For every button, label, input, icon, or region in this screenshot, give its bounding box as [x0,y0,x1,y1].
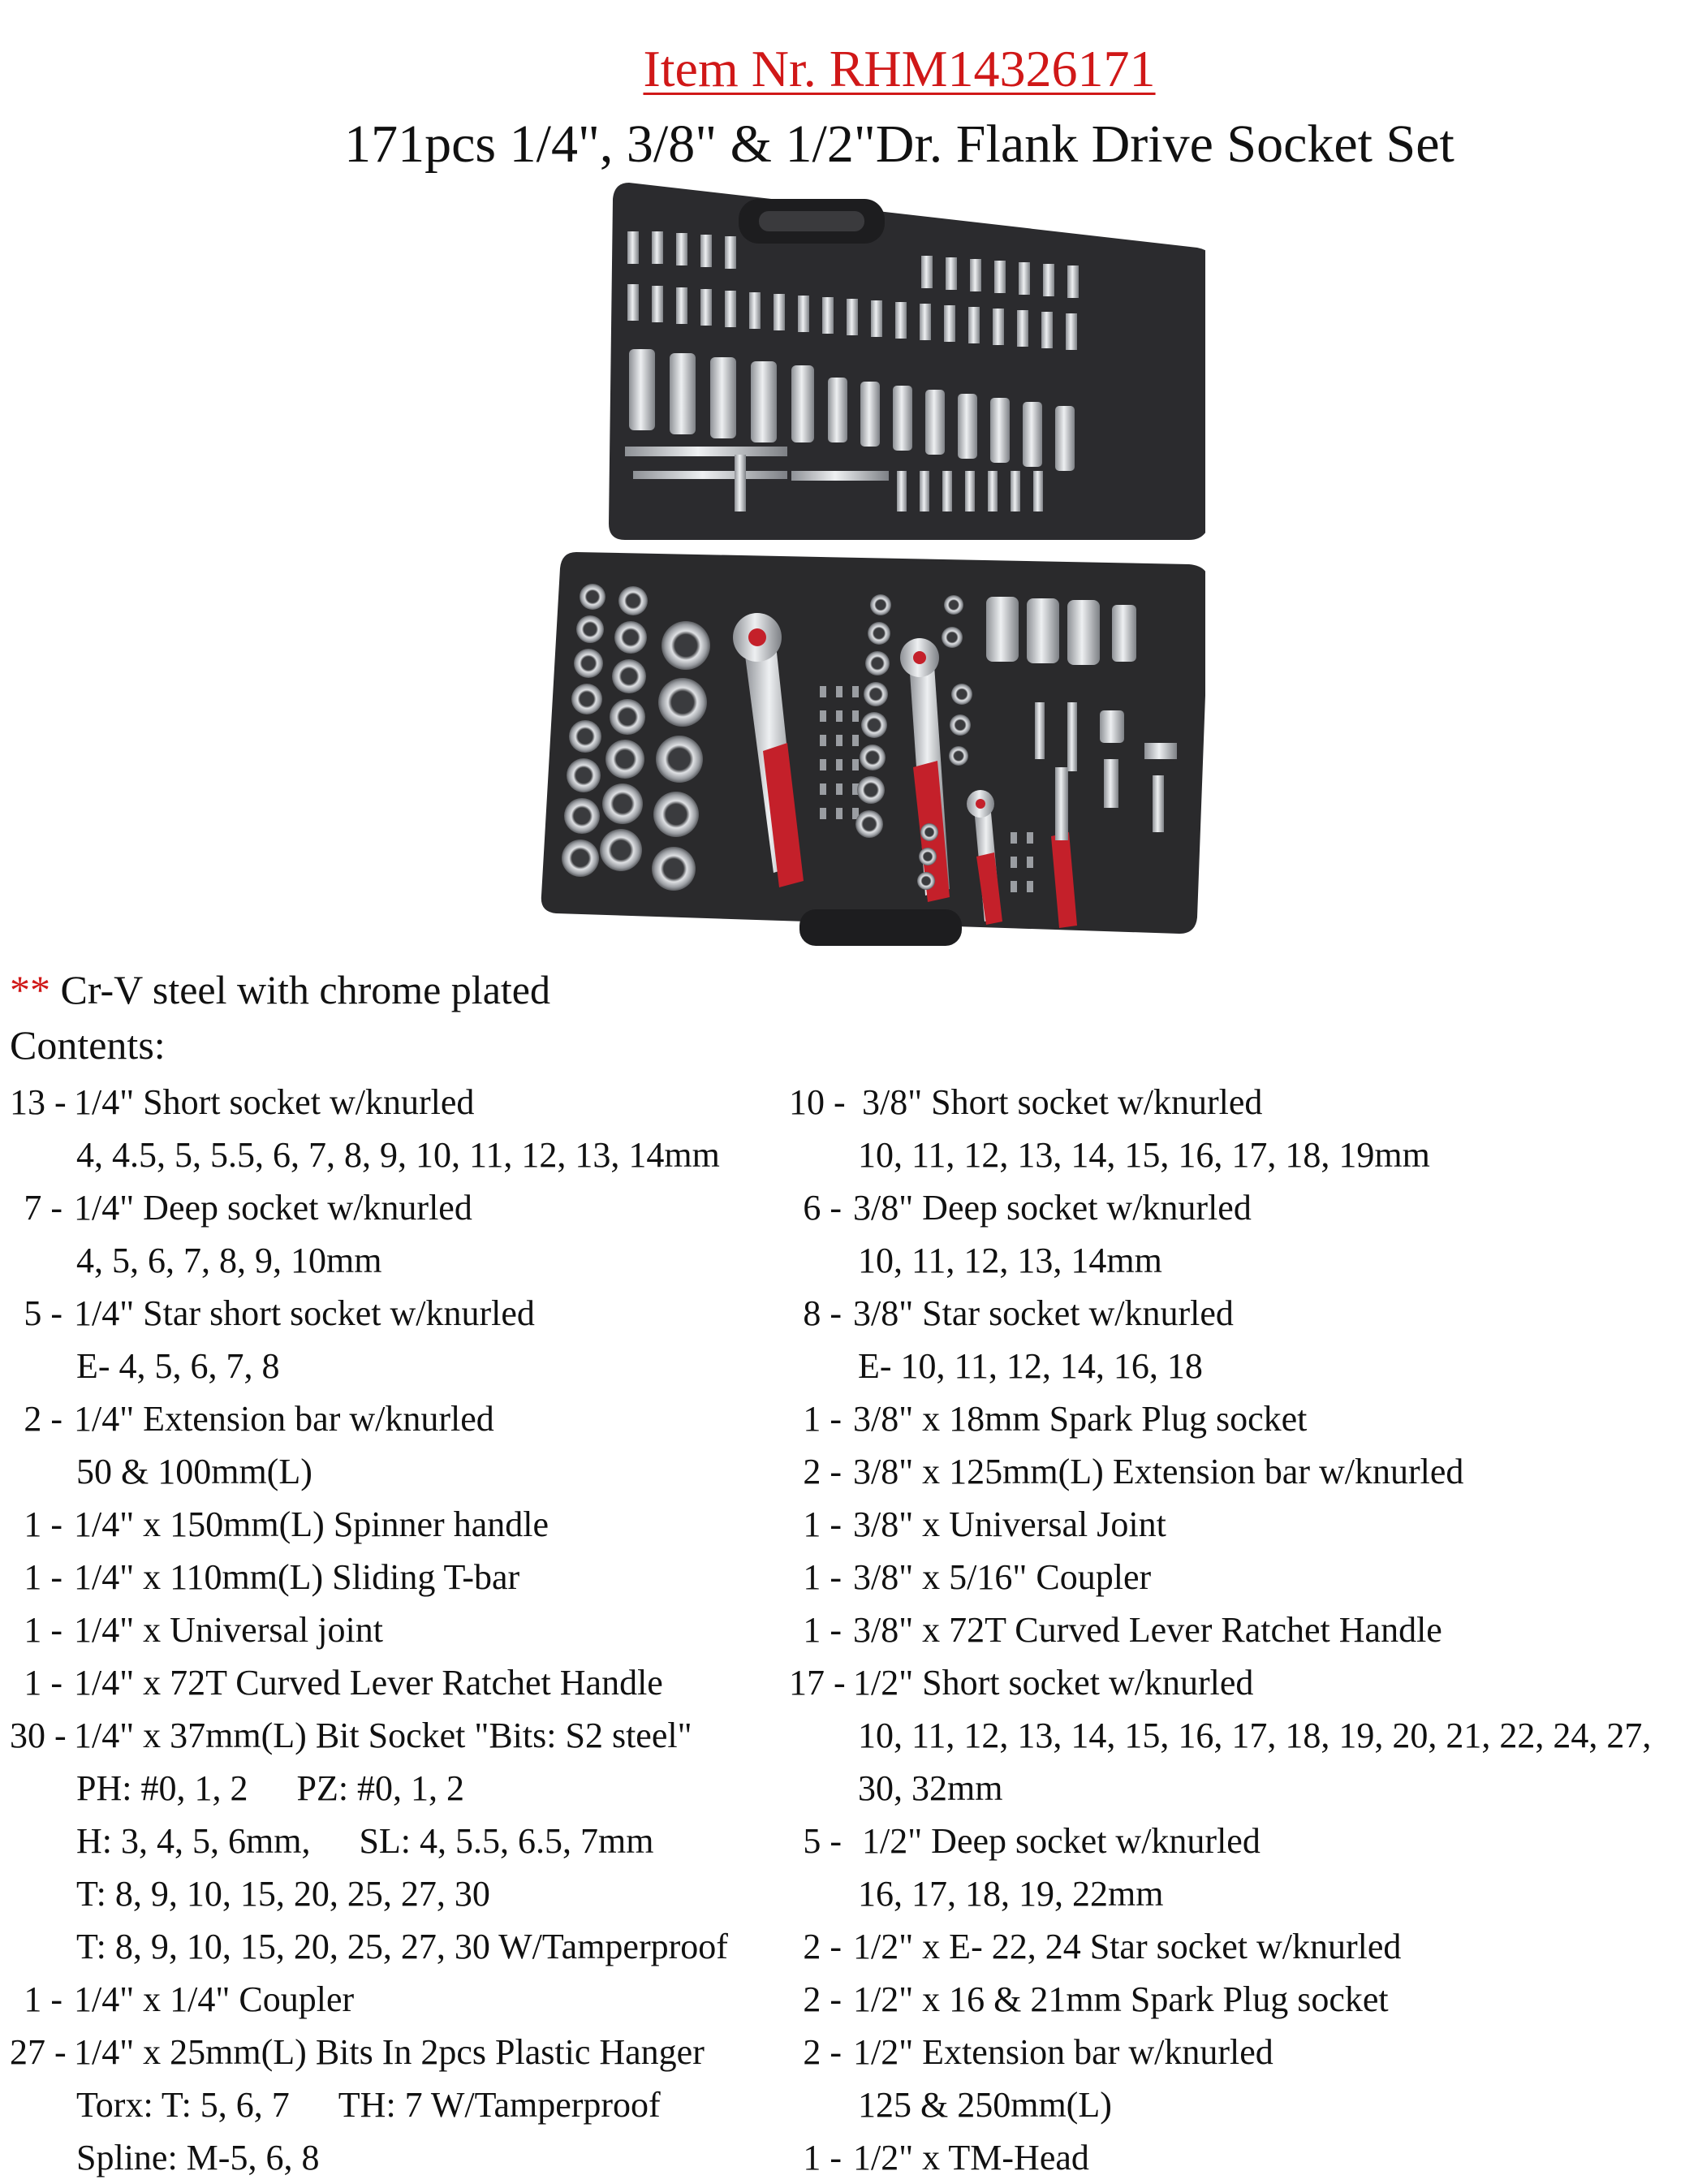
item-detail [789,1129,1651,1181]
item-detail [10,2078,728,2131]
item-detail-text: Spline: M-5, 6, 8 [76,2138,320,2178]
item-description: 1/4" Extension bar w/knurled [74,1399,494,1439]
contents-item [10,1498,728,1551]
item-description: 3/8" x 125mm(L) Extension bar w/knurled [853,1452,1464,1491]
item-quantity: 1 - [24,1504,62,1544]
contents-heading: Contents: [10,1022,166,1068]
contents-item [789,1920,1651,1973]
item-description: 1/2" x 16 & 21mm Spark Plug socket [853,1979,1389,2019]
item-description: 3/8" x Universal Joint [853,1504,1166,1544]
highlight-stars: ** [10,967,50,1012]
item-description: 3/8" x 5/16" Coupler [853,1557,1152,1597]
contents-item [10,1709,728,1762]
item-detail-text: 16, 17, 18, 19, 22mm [858,1874,1164,1914]
item-detail-text: 50 & 100mm(L) [76,1452,312,1491]
item-quantity: 2 - [803,1452,842,1491]
contents-item [789,2131,1651,2184]
contents-item [10,1603,728,1656]
item-quantity: 1 - [24,1663,62,1703]
item-quantity: 6 - [803,1188,842,1228]
contents-item [789,1076,1651,1129]
item-quantity: 2 - [803,1927,842,1966]
contents-item [10,1392,728,1445]
item-description: 3/8" Star socket w/knurled [853,1293,1234,1333]
item-detail-text: T: 8, 9, 10, 15, 20, 25, 27, 30 [76,1874,490,1914]
contents-item [789,2026,1651,2078]
item-detail [10,1762,728,1815]
item-quantity: 30 - [10,1716,67,1755]
contents-item [10,1551,728,1603]
item-detail [10,1340,728,1392]
item-description: 1/4" x 37mm(L) Bit Socket "Bits: S2 steel" [74,1716,692,1755]
item-detail-text: Torx: T: 5, 6, 7 [76,2085,290,2125]
item-detail-text: 4, 5, 6, 7, 8, 9, 10mm [76,1241,382,1280]
item-detail-text: 10, 11, 12, 13, 14, 15, 16, 17, 18, 19mm [858,1135,1430,1175]
item-description: 3/8" x 18mm Spark Plug socket [853,1399,1308,1439]
item-quantity: 17 - [789,1663,846,1703]
item-detail-text: 10, 11, 12, 13, 14, 15, 16, 17, 18, 19, 20, 21, 22, 24, 27, [858,1716,1652,1755]
item-detail [10,1867,728,1920]
item-quantity: 2 - [803,1979,842,2019]
item-quantity: 13 - [10,1082,67,1122]
contents-item [789,1287,1651,1340]
item-description: 1/4" Deep socket w/knurled [74,1188,472,1228]
item-detail [789,1867,1651,1920]
contents-item [789,1656,1651,1709]
item-detail-text: PH: #0, 1, 2 [76,1768,248,1808]
item-description: 1/2" Deep socket w/knurled [853,1821,1261,1861]
item-detail-text: 10, 11, 12, 13, 14mm [858,1241,1162,1280]
contents-item [789,1392,1651,1445]
item-detail [789,1340,1651,1392]
contents-item [10,1287,728,1340]
contents-right-column [789,1076,1651,2184]
item-quantity: 27 - [10,2032,67,2072]
item-detail [10,1815,728,1867]
contents-item [789,1815,1651,1867]
contents-item [10,1656,728,1709]
item-description: 1/4" Short socket w/knurled [74,1082,475,1122]
contents-left-column [10,1076,728,2184]
item-detail [10,1234,728,1287]
item-detail-text: PZ: #0, 1, 2 [296,1768,465,1808]
item-description: 3/8" x 72T Curved Lever Ratchet Handle [853,1610,1442,1650]
item-detail [10,1920,728,1973]
contents-item [10,1181,728,1234]
item-description: 1/4" x 72T Curved Lever Ratchet Handle [74,1663,663,1703]
item-detail-text: T: 8, 9, 10, 15, 20, 25, 27, 30 W/Tamperproof [76,1927,728,1966]
item-quantity: 1 - [803,1399,842,1439]
item-detail [789,1234,1651,1287]
item-description: 1/2" Extension bar w/knurled [853,2032,1273,2072]
item-description: 1/4" Star short socket w/knurled [74,1293,535,1333]
item-description: 1/4" x 150mm(L) Spinner handle [74,1504,549,1544]
item-detail [10,1445,728,1498]
item-quantity: 2 - [24,1399,62,1439]
contents-item [789,1445,1651,1498]
contents-item [10,1076,728,1129]
item-quantity: 1 - [803,1557,842,1597]
item-detail-text: SL: 4, 5.5, 6.5, 7mm [359,1821,654,1861]
item-detail-text: 125 & 250mm(L) [858,2085,1112,2125]
item-detail-text: E- 10, 11, 12, 14, 16, 18 [858,1346,1203,1386]
item-detail [789,1709,1651,1762]
item-detail-text: TH: 7 W/Tamperproof [338,2085,661,2125]
item-quantity: 7 - [24,1188,62,1228]
contents-item [789,1603,1651,1656]
item-description: 1/4" x 110mm(L) Sliding T-bar [74,1557,520,1597]
contents-item [789,1973,1651,2026]
item-quantity: 1 - [24,1979,62,2019]
contents-item [789,1498,1651,1551]
item-detail-text: 4, 4.5, 5, 5.5, 6, 7, 8, 9, 10, 11, 12, 13, 14mm [76,1135,720,1175]
item-description: 1/4" x Universal joint [74,1610,383,1650]
item-quantity: 1 - [803,2138,842,2178]
item-quantity: 8 - [803,1293,842,1333]
item-description: 1/4" x 25mm(L) Bits In 2pcs Plastic Hanger [74,2032,705,2072]
item-detail [10,1129,728,1181]
contents-item [10,2026,728,2078]
item-quantity: 5 - [803,1821,842,1861]
item-quantity: 1 - [803,1504,842,1544]
material-note [10,966,550,1013]
item-description: 3/8" Deep socket w/knurled [853,1188,1252,1228]
item-detail-text: H: 3, 4, 5, 6mm, [76,1821,311,1861]
item-quantity: 5 - [24,1293,62,1333]
material-text: Cr-V steel with chrome plated [60,967,550,1012]
item-description: 1/2" Short socket w/knurled [853,1663,1254,1703]
contents-item [10,1973,728,2026]
item-detail [10,2131,728,2184]
item-detail-text: E- 4, 5, 6, 7, 8 [76,1346,280,1386]
item-detail [789,1762,1651,1815]
item-quantity: 1 - [24,1557,62,1597]
item-description: 1/2" x E- 22, 24 Star socket w/knurled [853,1927,1402,1966]
item-description: 1/2" x TM-Head [853,2138,1089,2178]
product-title: 171pcs 1/4", 3/8" & 1/2"Dr. Flank Drive Socket Set [344,114,1454,174]
socket-set-case-icon [532,183,1205,950]
contents-item [789,1181,1651,1234]
product-photo [532,183,1205,950]
contents-item [789,1551,1651,1603]
item-number: Item Nr. RHM14326171 [643,40,1156,97]
item-detail [789,2078,1651,2131]
item-detail-text: 30, 32mm [858,1768,1003,1808]
item-quantity: 2 - [803,2032,842,2072]
item-quantity: 1 - [803,1610,842,1650]
item-quantity: 10 - [789,1082,846,1122]
item-quantity: 1 - [24,1610,62,1650]
item-description: 3/8" Short socket w/knurled [853,1082,1263,1122]
item-description: 1/4" x 1/4" Coupler [74,1979,355,2019]
